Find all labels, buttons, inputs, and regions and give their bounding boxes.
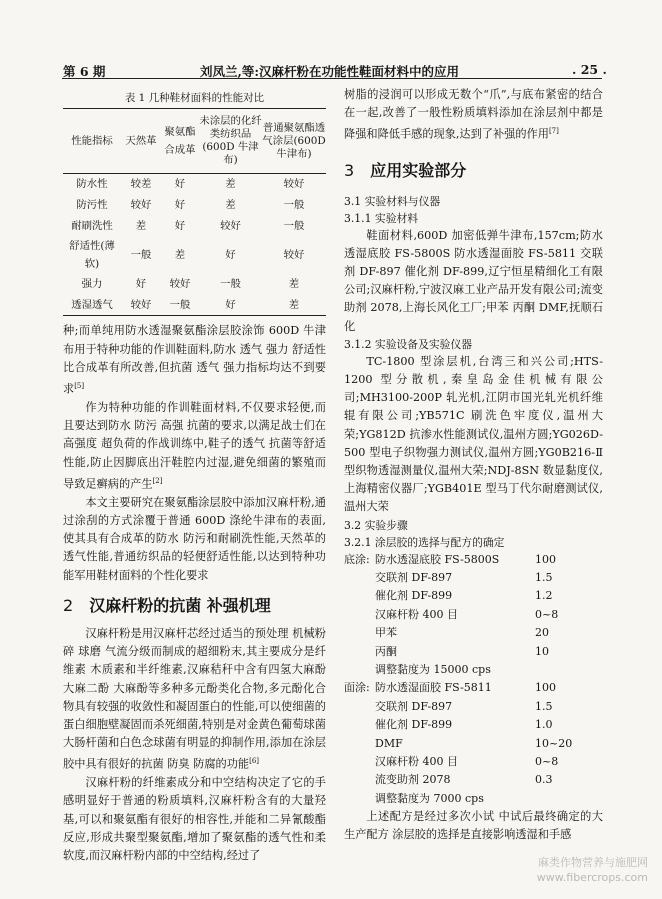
journal-issue: 第 6 期	[63, 64, 106, 79]
formula-row	[344, 771, 603, 789]
formula-name: 调整黏度为 15000 cps	[375, 663, 491, 677]
section-heading: 3 应用实验部分	[344, 161, 467, 181]
formula-value: 10	[535, 644, 549, 658]
formula-name: 汉麻杆粉 400 目	[375, 607, 458, 621]
paragraph: 汉麻杆粉是用汉麻杆芯经过适当的预处理 机械粉碎 球磨 气流分级而制成的超细粉末,其主要成分是纤维素 木质素和半纤维素,汉麻秸秆中含有四氢大麻酚 大麻二酚 大麻酚等多种多元酚类化合物,多元酚化合物具有较强的收敛性和凝固蛋白的性能,可以使细菌的蛋白细胞壁凝固而杀死细菌,特别是对金黄色葡萄球菌 大肠杆菌和白色念球菌有明显的抑制作用,添加在涂层胶中具有很好的抗菌 防臭 防腐的功能[6]	[63, 626, 326, 772]
formula-label	[344, 624, 375, 642]
formula-value: 10~20	[535, 736, 573, 750]
table-cell: 较好	[130, 199, 152, 212]
formula-row	[344, 753, 603, 771]
paragraph: 鞋面材料,600D 加密低弹牛津布,157cm;防水透湿底胶 FS-5800S 防水透湿面胶 FS-5811 交联剂 DF-897 催化剂 DF-899,辽宁恒星精细化工有限公司;汉麻杆粉,宁波汉麻工业产品开发有限公司;流变助剂 2078,上海长风化工厂;甲苯 丙酮 DMF,抚顺石化	[344, 228, 603, 333]
comparison-table	[63, 108, 326, 316]
formula-row	[344, 569, 603, 587]
col-header: 普通聚氨酯透气涂层(600D 牛津布)	[262, 121, 326, 160]
paragraph: TC-1800 型涂层机,台湾三和兴公司;HTS-1200 型分散机,秦皇岛金佳机械有限公司;MH3100-200P 轧光机,江阴市国光轧光机纤维辊有限公司;YB571C 刷洗色牢度仪,温州大荣;YG812D 抗渗水性能测试仪,温州方圆;YG026D-500 型电子织物强力测试仪,温州方圆;YG0B216-Ⅱ型织物透湿测量仪,温州大荣;NDJ-8SN 数显黏度仪,上海精密仪器厂;YGB401E 型马丁代尔耐磨测试仪,温州大荣	[344, 354, 603, 514]
table-row	[63, 195, 326, 216]
formula-name: 调整黏度为 7000 cps	[375, 791, 484, 805]
formula-row	[344, 698, 603, 716]
formula-name: 防水透湿底胶 FS-5800S	[375, 552, 500, 566]
table-cell: 差	[225, 178, 236, 191]
formula-label	[344, 569, 375, 587]
table-cell: 较好	[283, 178, 305, 191]
paragraph: 树脂的浸润可以形成无数个“爪”,与底布紧密的结合在一起,改善了一般性粉质填料添加在涂层剂中都是降强和降低手感的现象,达到了补强的作用[7]	[344, 88, 603, 142]
table-cell: 好	[174, 220, 186, 233]
table-cell: 较好	[283, 249, 305, 262]
table-row	[63, 237, 326, 273]
subsection-heading: 3.2.1 涂层胶的选择与配方的确定	[344, 535, 505, 549]
formula-top-coat	[344, 679, 603, 808]
formula-row	[344, 790, 603, 808]
table-cell: 好	[225, 298, 236, 311]
watermark-url: www.fibercrops.com	[536, 871, 648, 884]
watermark-title: 麻类作物营养与施肥网	[538, 856, 648, 869]
table-cell: 一般	[169, 298, 191, 311]
subsection-heading: 3.2 实验步骤	[344, 518, 408, 532]
formula-label	[344, 698, 375, 716]
formula-label: 面涂:	[344, 681, 370, 695]
paragraph: 上述配方是经过多次小试 中试后最终确定的大生产配方 涂层胶的选择是直接影响透湿和手感	[344, 810, 603, 842]
table-cell: 透湿透气	[71, 298, 113, 311]
running-title: 刘凤兰,等:汉麻杆粉在功能性鞋面材料中的应用	[200, 64, 459, 79]
paragraph: 汉麻杆粉的纤维素成分和中空结构决定了它的手感明显好于普通的粉质填料,汉麻杆粉含有的大量羟基,可以和聚氨酯有很好的相容性,并能和二异氰酸酯反应,形成共聚型聚氨酯,增加了聚氨酯的透气性和柔软度,而汉麻杆粉内部的中空结构,经过了	[63, 776, 326, 863]
table-cell: 防水性	[76, 178, 108, 191]
subsection-heading: 3.1.2 实验设备及实验仪器	[344, 337, 473, 351]
formula-name: 流变助剂 2078	[375, 773, 451, 787]
formula-label	[344, 735, 375, 753]
formula-row	[344, 606, 603, 624]
formula-label	[344, 771, 375, 789]
formula-row	[344, 679, 603, 697]
formula-row	[344, 587, 603, 605]
formula-value: 1.2	[535, 589, 553, 603]
table-cell: 较差	[130, 178, 152, 191]
paragraph: 本文主要研究在聚氨酯涂层胶中添加汉麻杆粉,通过涂刮的方式涂覆于普通 600D 涤纶牛津布的表面,使其具有合成革的防水 防污和耐刷洗性能,天然革的透气性能,普通纺织品的轻便舒适性能,以达到特种功能军用鞋材面料的个性化要求	[63, 495, 326, 582]
table-header-row	[63, 109, 326, 174]
table-cell: 差	[225, 199, 236, 212]
formula-label	[344, 643, 375, 661]
paragraph: 种;而单纯用防水透湿聚氨酯涂层胶涂饰 600D 牛津布用于特种功能的作训鞋面料,防水 透气 强力 舒适性比合成革有所改善,但抗菌 透气 强力指标均达不到要求[5]	[63, 324, 326, 396]
formula-value: 100	[535, 681, 556, 695]
table-row	[63, 174, 326, 196]
table-cell: 耐刷洗性	[71, 220, 113, 233]
formula-value: 0~8	[535, 755, 559, 769]
formula-label: 底涂:	[344, 552, 370, 566]
table-cell: 一般	[283, 199, 305, 212]
table-cell: 一般	[220, 277, 241, 290]
table-row	[63, 294, 326, 316]
formula-label	[344, 661, 375, 679]
table-cell: 差	[288, 298, 300, 311]
formula-name: 防水透湿面胶 FS-5811	[375, 681, 492, 695]
formula-name: 催化剂 DF-899	[375, 718, 453, 732]
formula-label	[344, 790, 375, 808]
formula-value: 1.0	[535, 718, 553, 732]
formula-value: 1.5	[535, 699, 553, 713]
right-column	[344, 86, 603, 845]
header-rule	[62, 78, 602, 79]
table-row	[63, 273, 326, 294]
formula-row	[344, 551, 603, 569]
table-cell: 一般	[283, 220, 305, 233]
formula-row	[344, 624, 603, 642]
table-cell: 差	[288, 277, 300, 290]
formula-value	[535, 790, 585, 808]
formula-base-coat	[344, 551, 603, 680]
formula-row	[344, 716, 603, 734]
formula-row	[344, 735, 603, 753]
formula-row	[344, 661, 603, 679]
table-caption: 表 1 几种鞋材面料的性能对比	[124, 92, 265, 104]
table-cell: 较好	[169, 277, 191, 290]
formula-row	[344, 643, 603, 661]
watermark	[537, 855, 648, 885]
table-row	[63, 216, 326, 237]
subsection-heading: 3.1.1 实验材料	[344, 211, 419, 225]
table-cell: 强力	[81, 277, 103, 290]
table-cell: 好	[135, 277, 147, 290]
formula-label	[344, 587, 375, 605]
table-cell: 较好	[130, 298, 152, 311]
col-header: 性能指标	[71, 134, 113, 147]
formula-label	[344, 606, 375, 624]
table-cell: 防污性	[76, 199, 108, 212]
formula-name: 交联剂 DF-897	[375, 571, 453, 584]
formula-value: 0.3	[535, 773, 553, 787]
page-number: . 25 .	[572, 62, 607, 77]
table-cell: 好	[225, 249, 236, 262]
section-heading: 2 汉麻杆粉的抗菌 补强机理	[63, 595, 271, 615]
col-header: 未涂层的化纤类纺织品(600D 牛津布)	[199, 115, 262, 166]
formula-value: 1.5	[535, 571, 553, 584]
left-column	[63, 90, 326, 865]
formula-name: 甲苯	[375, 626, 397, 640]
formula-value	[535, 661, 585, 679]
formula-name: DMF	[375, 736, 403, 750]
table-cell: 舒适性(薄 软)	[69, 240, 115, 271]
col-header: 聚氨酯合成革	[164, 125, 196, 156]
table-cell: 好	[174, 178, 186, 191]
formula-name: 交联剂 DF-897	[375, 699, 453, 713]
formula-value: 0~8	[535, 607, 559, 621]
table-cell: 一般	[130, 249, 152, 262]
formula-label	[344, 716, 375, 734]
paragraph: 作为特种功能的作训鞋面材料,不仅要求轻便,而且要达到防水 防污 高强 抗菌的要求,以满足战士们在高强度 超负荷的作战训练中,鞋子的透气 抗菌等舒适性能,防止因脚底出汗鞋腔内过湿,避免细菌的繁殖而导致足癣病的产生[2]	[63, 400, 326, 491]
table-cell: 好	[174, 199, 186, 212]
subsection-heading: 3.1 实验材料与仪器	[344, 194, 441, 208]
formula-name: 丙酮	[375, 644, 397, 658]
formula-label	[344, 753, 375, 771]
col-header: 天然革	[125, 134, 157, 147]
formula-name: 催化剂 DF-899	[375, 589, 453, 603]
table-cell: 较好	[220, 220, 241, 233]
formula-value: 20	[535, 626, 549, 640]
table-cell: 差	[174, 249, 186, 262]
table-cell: 差	[135, 220, 147, 233]
formula-name: 汉麻杆粉 400 目	[375, 755, 458, 769]
formula-value: 100	[535, 552, 556, 566]
